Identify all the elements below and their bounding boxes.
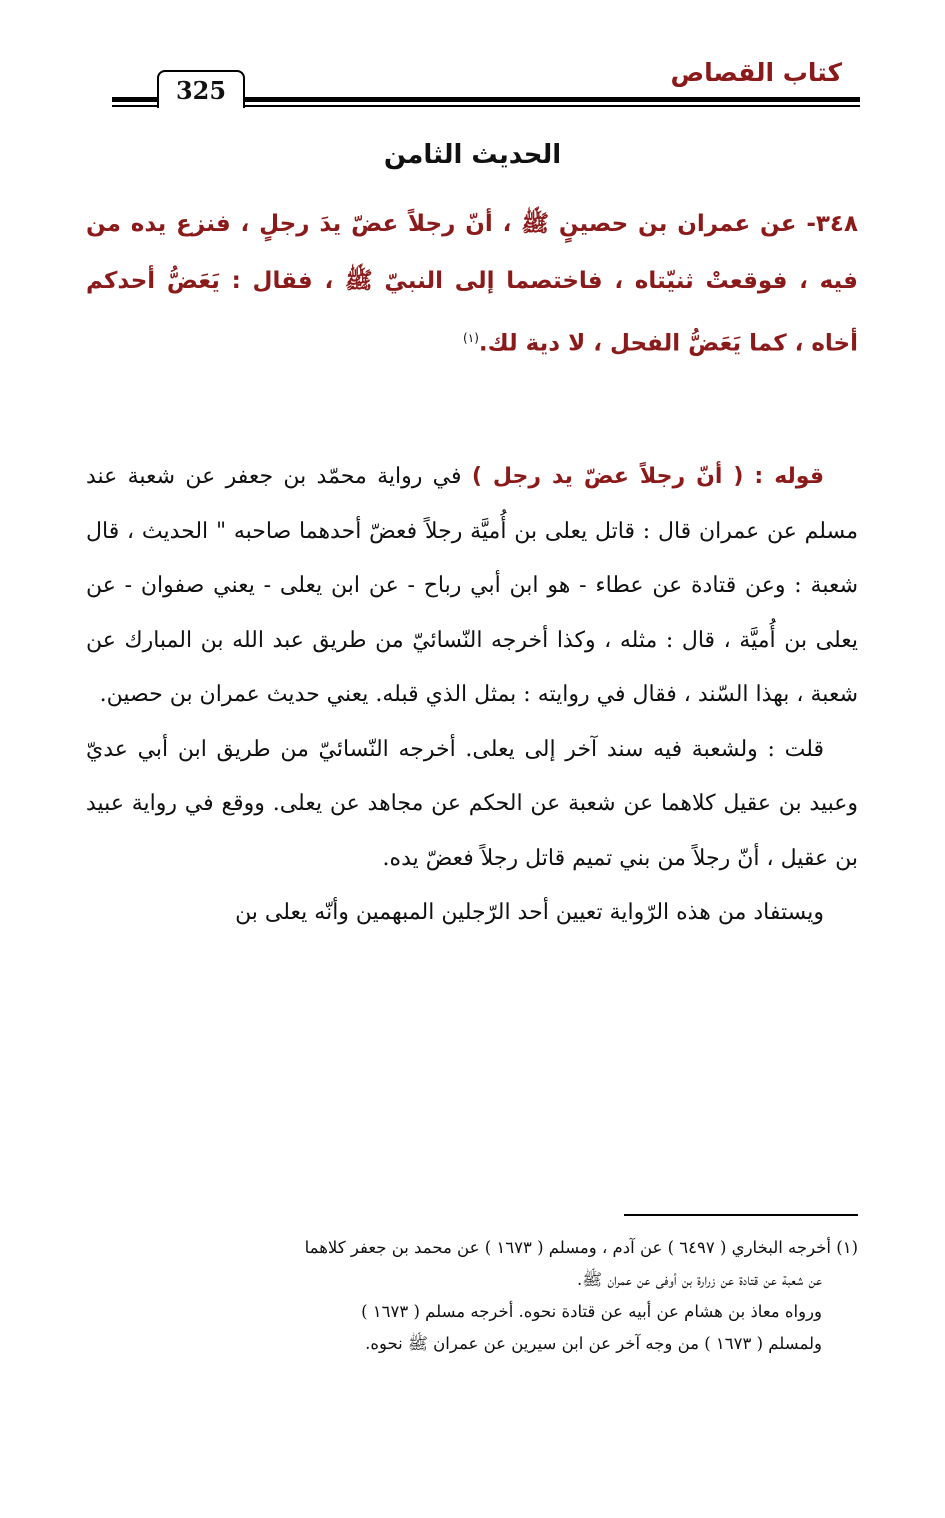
- commentary-text-1: في رواية محمّد بن جعفر عن شعبة عند مسلم عن عمران قال : قاتل يعلى بن أُميَّة رجلاً فعضّ أحدهما صاحبه " الحديث ، قال شعبة : وعن قتادة عن عطاء - هو ابن أبي رباح - عن ابن يعلى - يعني صفوان - عن يعلى بن أُميَّة ، قال : مثله ، وكذا أخرجه النّسائيّ من طريق عبد الله بن المبارك عن شعبة ، بهذا السّند ، فقال في روايته : بمثل الذي قبله. يعني حديث عمران بن حصين.: [86, 464, 858, 707]
- footnote-separator: [624, 1214, 858, 1216]
- commentary-paragraph-3: ويستفاد من هذه الرّواية تعيين أحد الرّجلين المبهمين وأنّه يعلى بن: [235, 900, 824, 925]
- commentary: [86, 450, 858, 941]
- commentary-paragraph-1: [86, 450, 858, 723]
- commentary-paragraph-2: قلت : ولشعبة فيه سند آخر إلى يعلى. أخرجه النّسائيّ من طريق ابن أبي عديّ وعبيد بن عقيل كلاهما عن شعبة عن الحكم عن مجاهد عن يعلى. ووقع في رواية عبيد بن عقيل ، أنّ رجلاً من بني تميم قاتل رجلاً فعضّ يده.: [86, 736, 858, 871]
- page-header: [112, 50, 860, 112]
- footnote-line-3: ورواه معاذ بن هشام عن أبيه عن قتادة نحوه. أخرجه مسلم ( ١٦٧٣ ): [361, 1302, 822, 1321]
- hadith-body: ٣٤٨- عن عمران بن حصينٍ ﷺ ، أنّ رجلاً عضّ يدَ رجلٍ ، فنزع يده من فيه ، فوقعتْ ثنيّتاه ، فاختصما إلى النبيّ ﷺ ، فقال : يَعَضُّ أحدكم أخاه ، كما يَعَضُّ الفحل ، لا دية لك.: [86, 211, 858, 357]
- footnote-ref: (١): [463, 331, 479, 345]
- hadith-title: الحديث الثامن: [383, 140, 562, 170]
- hadith-text: [86, 196, 858, 373]
- footnotes: [86, 1232, 858, 1360]
- footnote-line-4: ولمسلم ( ١٦٧٣ ) من وجه آخر عن ابن سيرين عن عمران ﷺ نحوه.: [365, 1334, 822, 1353]
- page-number: 325: [157, 70, 245, 108]
- footnote-line-1: (١) أخرجه البخاري ( ٦٤٩٧ ) عن آدم ، ومسلم ( ١٦٧٣ ) عن محمد بن جعفر كلاهما: [304, 1238, 858, 1257]
- book-title: كتاب القصاص: [670, 58, 842, 87]
- footnote-line-2: عن شعبة عن قتادة عن زرارة بن أوفى عن عمران ﷺ.: [577, 1270, 822, 1289]
- quoted-phrase: قوله : ( أنّ رجلاً عضّ يد رجل ): [471, 464, 824, 489]
